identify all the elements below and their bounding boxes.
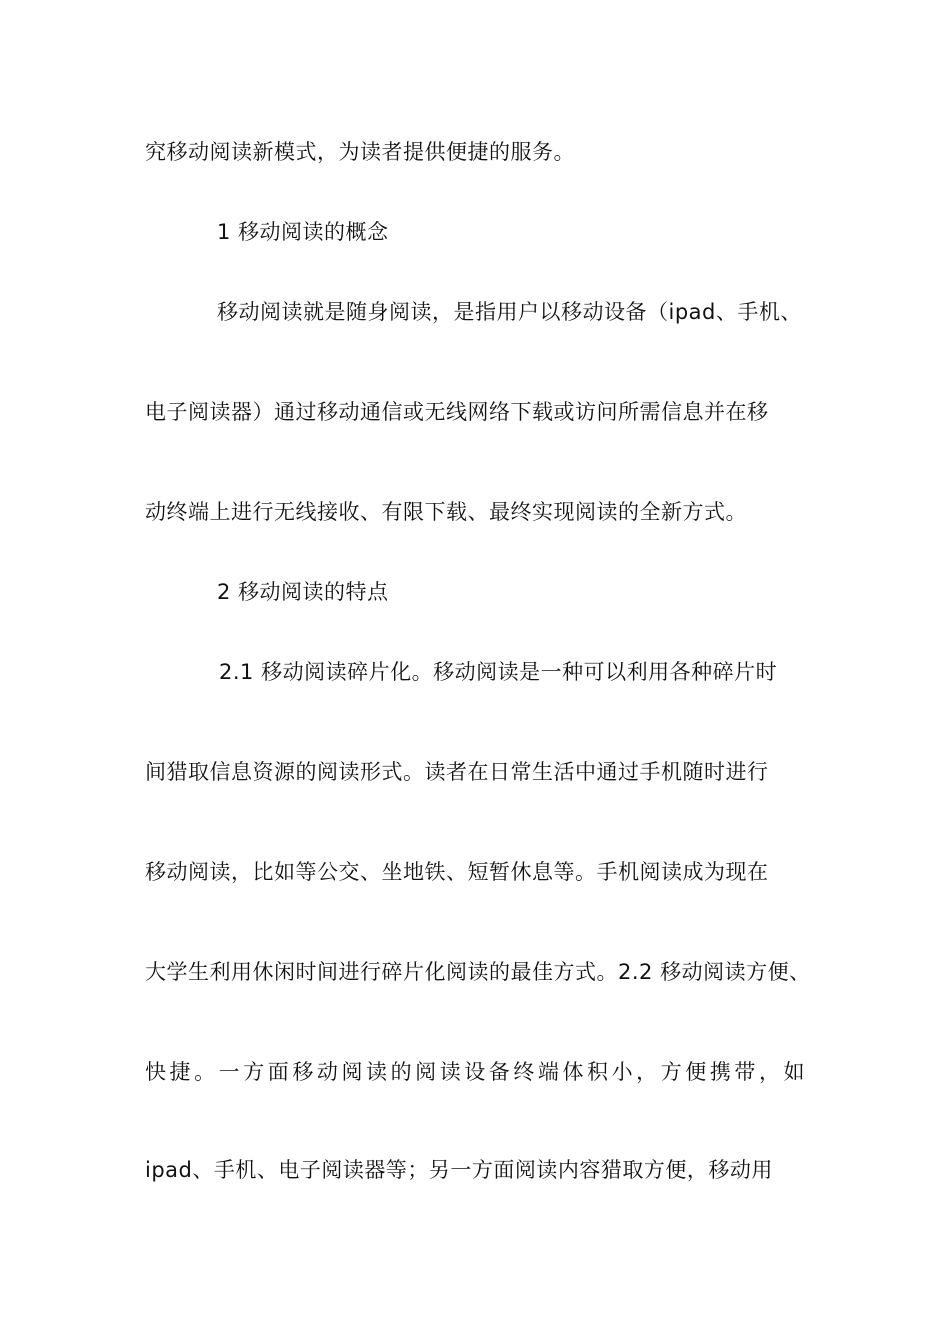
paragraph-line: 动终端上进行无线接收、有限下载、最终实现阅读的全新方式。 [145,500,747,524]
section-heading: 1 移动阅读的概念 [217,220,389,244]
paragraph-line: 大学生利用休闲时间进行碎片化阅读的最佳方式。2.2 移动阅读方便、 [145,960,811,984]
section-heading: 2 移动阅读的特点 [217,580,389,604]
paragraph-line: 移动阅读就是随身阅读，是指用户以移动设备（ipad、手机、 [217,300,802,324]
paragraph-line: 快捷。一方面移动阅读的阅读设备终端体积小，方便携带，如 [145,1060,805,1084]
paragraph-line: 间猎取信息资源的阅读形式。读者在日常生活中通过手机随时进行 [145,760,769,784]
subsection-line: 2.1 移动阅读碎片化。移动阅读是一种可以利用各种碎片时 [219,660,778,684]
paragraph-line: 电子阅读器）通过移动通信或无线网络下载或访问所需信息并在移 [145,400,769,424]
paragraph-line: 移动阅读，比如等公交、坐地铁、短暂休息等。手机阅读成为现在 [145,860,769,884]
paragraph-line: ipad、手机、电子阅读器等；另一方面阅读内容猎取方便，移动用 [145,1158,773,1182]
paragraph-line: 究移动阅读新模式，为读者提供便捷的服务。 [145,140,575,164]
